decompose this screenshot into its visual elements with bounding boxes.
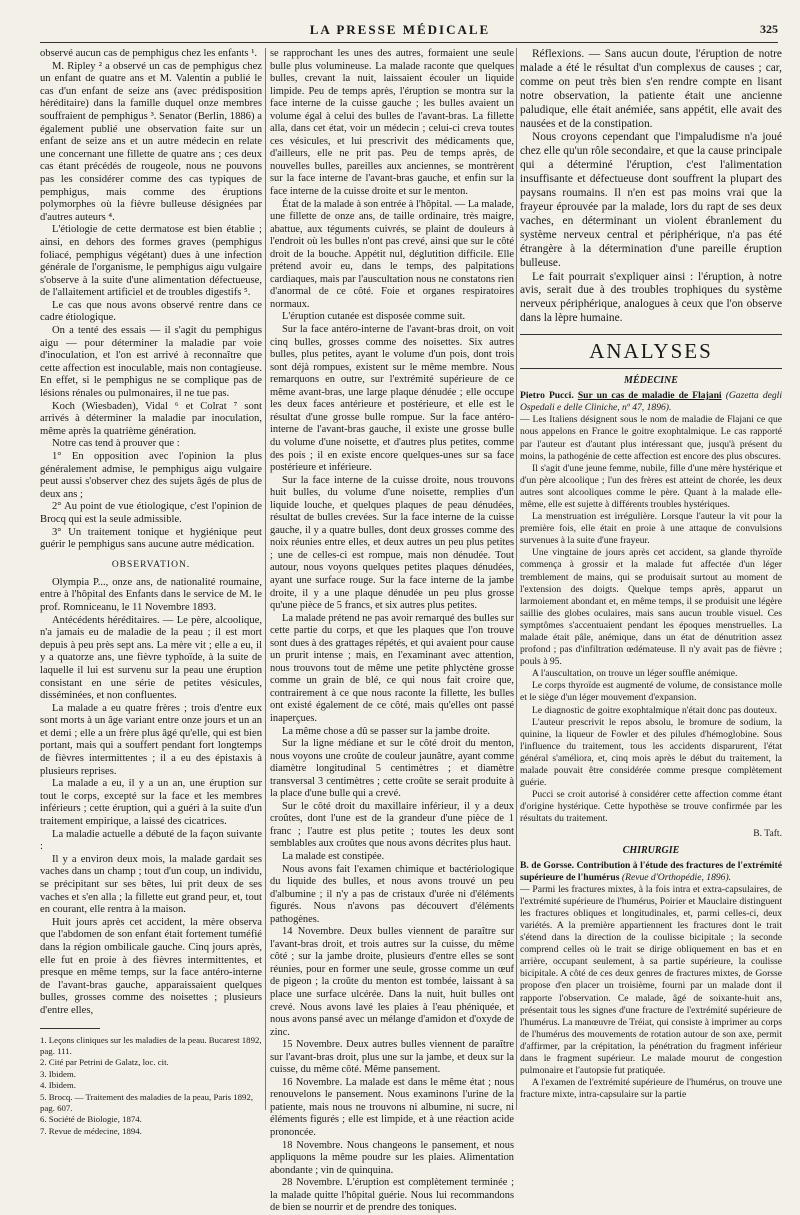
paragraph: Olympia P..., onze ans, de nationalité roumaine, entre à l'hôpital des Enfants dans le service de M. le prof. Romniceanu, le 11 Novembre 1893. bbox=[40, 576, 262, 613]
paragraph: observé aucun cas de pemphigus chez les enfants ¹. bbox=[40, 48, 258, 59]
column-middle-body bbox=[270, 48, 514, 1215]
analyses-heading: ANALYSES bbox=[520, 334, 782, 369]
paragraph: se rapprochant les unes des autres, formaient une seule bulle plus volumineuse. La malade raconte que quelques bulles, crevant la nuit, laissaient écouler un liquide limpide. Peu de temps après, l'éruption se montra sur la face interne de la cuisse gauche ; les bulles avaient un volume égal à celui des bulles de l'avant-bras. La fillette alla, dans cet état, voir un médecin ; celui-ci creva toutes ces vésicules, et lui prescrivit des médicaments que, d'ailleurs, elle ne prit pas. Peu de temps après, de nouvelles bulles, pareilles aux anciennes, se montrèrent sur la face interne de l'avant-bras gauche, et enfin sur la face interne de la cuisse droite et sur le menton. bbox=[270, 48, 514, 198]
paragraph: Sur la face antéro-interne de l'avant-bras droit, on voit cinq bulles, grosses comme des noisettes. Six autres bulles, plus petites, ayant le volume d'un pois, dont trois sont déjà rompues, existent sur le même membre. Nous remarquons en outre, sur l'extrémité supérieure de ce même avant-bras, une large plaque dénudée ; elle occupe les deux faces antérieure et postérieure, et elle est le résultat d'une grosse bulle rompue. Sur la face antéro-interne de l'avant-bras gauche, il existe une grosse bulle du volume d'une noisette, et d'autres plus petites, comme des pois ; il en existe encore quelques-unes sur sa face postérieure et inférieure. bbox=[270, 324, 514, 474]
chirurgie-ref: (Revue d'Orthopédie, 1896). bbox=[621, 871, 732, 883]
paragraph: Une vingtaine de jours après cet accident, sa glande thyroïde commença à grossir et la malade fut affectée d'un léger tremblement de mains, qui se produisait surtout au moment de l'extension des doigts. Quelque temps après, apparut un larmoiement abondant et, en même temps, il se produisit une légère saillie des globes oculaires, mais sans aucun trouble visuel. Ces symptômes s'accentuaient pendant les époques menstruelles. La malade était pâle, anémique, dans un état de dénutrition assez profond ; pas d'infiltration œdémateuse. Il n'y avait pas de fièvre ; pouls à 95. bbox=[520, 547, 782, 668]
footnote: 4. Ibidem. bbox=[40, 1080, 76, 1091]
paragraph: Il s'agit d'une jeune femme, nubile, fille d'une mère hystérique et d'un père alcoolique ; l'un des frères est atteint de chorée, les deux autres sont alcooliques comme le père. Quant à la malade elle-même, elle est sujette à différents troubles hystériques. bbox=[520, 462, 782, 510]
observation-heading: OBSERVATION. bbox=[111, 559, 191, 570]
paragraph: Réflexions. — Sans aucun doute, l'éruption de notre malade a été le résultat d'un complexus de causes ; car, comme on peut très bien s'en rendre compte en lisant notre observation, la patiente était une ancienne paludique, elle était anémiée, sans appétit, elle avait des nausées et de la constipation. bbox=[520, 48, 782, 130]
paragraph: La menstruation est irrégulière. Lorsque l'auteur la vit pour la première fois, elle était en proie à une attaque de convulsions survenues à la suite d'une frayeur. bbox=[520, 511, 782, 547]
observation-body bbox=[40, 577, 262, 1018]
footnote: 7. Revue de médecine, 1894. bbox=[40, 1125, 142, 1136]
paragraph: Le corps thyroïde est augmenté de volume, de consistance molle et le siège d'un léger mouvement d'expansion. bbox=[520, 680, 782, 704]
column-left-body bbox=[40, 48, 262, 552]
paragraph: La même chose a dû se passer sur la jambe droite. bbox=[282, 725, 491, 737]
column-divider-left bbox=[265, 48, 266, 1110]
column-middle bbox=[270, 48, 514, 1214]
paragraph: Le cas que nous avons observé rentre dans ce cadre étiologique. bbox=[40, 299, 262, 324]
paragraph: Pucci se croit autorisé à considérer cette affection comme étant d'origine hystérique. Cette hypothèse se trouve confirmée par les résultats du traitement. bbox=[520, 789, 782, 825]
paragraph: L'étiologie de cette dermatose est bien établie ; ainsi, en dehors des formes graves (pemphigus foliacé, pemphigus végétant) dues à une infection générale de l'organisme, le pemphigus aigu vulgaire s'observe à la suite d'une alimentation défectueuse, de l'allaitement artificiel et de troubles digestifs ⁵. bbox=[40, 224, 262, 299]
footnotes bbox=[40, 1035, 262, 1138]
paragraph: M. Ripley ² a observé un cas de pemphigus chez un enfant de quatre ans et M. Valentin a publié le cas d'un enfant de seize ans (avec prédisposition héréditaire) dans la famille duquel onze membres souffraient de pemphigus ³. Senator (Berlin, 1886) a également publié une observation faite sur un enfant de seize ans et un autre médecin en relate une concernant une fillette de quatre ans ; ces deux cas étant précédés de rougeole, nous ne pouvons pas les considérer comme des cas typiques de pemphigus, mais comme des éruptions polymorphes où la fièvre bulleuse désignées par d'autres auteurs ⁴. bbox=[40, 60, 262, 223]
paragraph: 3° Un traitement tonique et hygiénique peut guérir le pemphigus sans aucune autre médication. bbox=[40, 526, 262, 551]
paragraph: La malade a eu quatre frères ; trois d'entre eux sont morts à un âge variant entre onze jours et un an et demi ; elle a un frère plus âgé qu'elle, qui est bien portant, mais qui a souffert pendant fort longtemps de fièvres intermittentes ; il a eu des épistaxis à plusieurs reprises. bbox=[40, 702, 262, 777]
paragraph: Koch (Wiesbaden), Vidal ⁶ et Colrat ⁷ sont arrivés à déterminer la maladie par inoculation, même après la quatrième génération. bbox=[40, 400, 262, 437]
paragraph: A l'auscultation, on trouve un léger souffle anémique. bbox=[532, 668, 738, 680]
chirurgie-body bbox=[520, 884, 782, 1102]
column-divider-right bbox=[516, 48, 517, 1110]
journal-title: LA PRESSE MÉDICALE bbox=[309, 22, 491, 37]
reflexions-section bbox=[520, 48, 782, 326]
paragraph: Il y a environ deux mois, la malade gardait ses vaches dans un champ ; tout d'un coup, un individu, se précipitant sur ses bêtes, lui prit deux de ses vaches et s'en alla ; la fillette eut grand peur, et, tout en courant, elle rentra à la maison. bbox=[40, 853, 262, 916]
medecine-body bbox=[520, 414, 782, 825]
medecine-heading: MÉDECINE bbox=[624, 375, 678, 387]
medecine-signature: B. Taft. bbox=[753, 827, 782, 839]
running-header bbox=[0, 22, 800, 40]
paragraph: État de la malade à son entrée à l'hôpital. — La malade, une fillette de onze ans, de taille ordinaire, très maigre, abattue, aux téguments cuivrés, se plaint de douleurs à l'endroit où les bulles n'ont pas crevé, ainsi que sur le côté droit de la bouche. Appétit nul, déglutition difficile. Elle prétend avoir eu, dans le temps, des palpitations cardiaques, mais par l'auscultation nous ne constatons rien d'anormal de ce côté. Foie et organes respiratoires normaux. bbox=[270, 198, 514, 310]
paragraph: Notre cas tend à prouver que : bbox=[52, 438, 180, 450]
footnote: 1. Leçons cliniques sur les maladies de la peau. Bucarest 1892, pag. 111. bbox=[40, 1034, 262, 1056]
paragraph: — Parmi les fractures mixtes, à la fois intra et extra-capsulaires, de l'extrémité supérieure de l'humérus, Poirier et Mauclaire distinguent les fractures obliques et longitudinales, et, parmi celles-ci, deux variétés. A la première appartiennent les fractures dont le trait s'étend dans la direction de la coulisse bicipitale ; la seconde comprend celles où le trait se dirige obliquement en bas et en arrière, occupant seulement, à sa partie supérieure, la coulisse bicipitale. A côté de ces deux genres de fractures mixtes, de Gorsse propose d'en placer un troisième, fourni par un malade dont il rapporte l'observation. Ce malade, âgé de soixante-huit ans, présentait tous les signes d'une fracture de l'extrémité supérieure de l'humérus. La manœuvre de Tréiat, qui consiste à imprimer au corps de l'humérus des mouvements de rotation autour de son axe, permit d'affirmer, par la crépitation, la pénétration du fragment inférieur dans le fragment supérieur. Le malade mourut de congestion pulmonaire et l'autopsie fut pratiquée. bbox=[520, 883, 782, 1077]
paragraph: 1° En opposition avec l'opinion la plus généralement admise, le pemphigus aigu vulgaire peut aussi s'observer chez des sujets âgés de plus de deux ans ; bbox=[40, 451, 262, 500]
paragraph: Sur le côté droit du maxillaire inférieur, il y a deux croûtes, dont l'une est de la grandeur d'une pièce de 1 franc ; l'autre est plus petite ; toutes les deux sont semblables aux croûtes que nous avons décrites plus haut. bbox=[270, 800, 514, 850]
paragraph: L'éruption cutanée est disposée comme suit. bbox=[282, 311, 466, 323]
column-right bbox=[520, 48, 782, 1110]
paragraph: Le diagnostic de goitre exophtalmique n'était donc pas douteux. bbox=[532, 704, 777, 716]
footnote: 3. Ibidem. bbox=[40, 1068, 76, 1079]
chirurgie-title: Contribution à l'étude des fractures de l'extrémité supérieure de l'humérus bbox=[520, 859, 782, 883]
paragraph: Sur la face interne de la cuisse droite, nous trouvons huit bulles, du volume d'une noisette, remplies d'un liquide louche, et quelques plaques de peau dénudées, résultat de bulles crevées. Sur la face interne de la cuisse gauche, il y a quatre bulles, dont deux grosses comme des noix réunies entre elles, et deux autres un peu plus petites ; une de celles-ci est rompue, mais non dénudée. Tout autour, nous voyons quelques petites plaques dénudées, ayant une surface rouge. Sur la face interne de la jambe droite, il y a une plaque dénudée un peu plus grosse qu'une pièce de 5 francs, et six autres plus petites. bbox=[270, 474, 514, 612]
header-rule bbox=[40, 42, 778, 43]
medecine-article-head bbox=[520, 390, 782, 414]
footnote: 6. Société de Biologie, 1874. bbox=[40, 1114, 142, 1125]
paragraph: — Les Italiens désignent sous le nom de maladie de Flajani ce que nous appelons en France le goitre exophtalmique. Le cas rapporté par l'auteur est d'autant plus intéressant que, jusqu'à présent du moins, la pathogénie de cette affection est encore des plus obscures. bbox=[520, 414, 782, 462]
paragraph: 16 Novembre. La malade est dans le même état ; nous renouvelons le pansement. Nous examinons l'urine de la patiente, mais nous ne trouvons ni albumine, ni sucre, ni éléments figurés ; elle est limpide, et à une réaction acide prononcée. bbox=[270, 1076, 514, 1139]
medecine-title: Sur un cas de maladie de Flajani bbox=[577, 390, 722, 402]
paragraph: Nous avons fait l'examen chimique et bactériologique du liquide des bulles, et nous avons trouvé un peu d'albumine ; il n'y a pas de cristaux d'urée ni d'éléments figurés. Nous n'avons pas découvert d'éléments pathogènes. bbox=[270, 863, 514, 925]
column-left bbox=[40, 48, 262, 1136]
footnote-rule bbox=[40, 1028, 100, 1029]
paragraph: 15 Novembre. Deux autres bulles viennent de paraître sur l'avant-bras droit, plus une sur la jambe, et deux sur la cuisse, du même côté. Même pansement. bbox=[270, 1039, 514, 1076]
paragraph: A l'examen de l'extrémité supérieure de l'humérus, on trouve une fracture mixte, intra-capsulaire sur la partie bbox=[520, 1077, 782, 1101]
chirurgie-author: B. de Gorsse. bbox=[520, 859, 574, 871]
chirurgie-heading: CHIRURGIE bbox=[622, 844, 680, 856]
footnote: 2. Cité par Petrini de Galatz, loc. cit. bbox=[40, 1057, 169, 1068]
paragraph: Nous croyons cependant que l'impaludisme n'a joué chez elle qu'un rôle secondaire, et que la cause principale qui a déterminé l'éruption, c'est l'alimentation insuffisante et défectueuse dont souffrent la plupart des paysans roumains. Il n'en est pas moins vrai que la frayeur éprouvée par la malade, lors du rapt de ses deux vaches, en déterminant un violent ébranlement du système nerveux central et périphérique, n'a pas été étrangère à la détermination d'une pareille éruption bulleuse. bbox=[520, 131, 782, 269]
paragraph: Huit jours après cet accident, la mère observa que l'abdomen de son enfant était fortement tuméfié dans la région ombilicale gauche. Cinq jours après, elle fut en proie à des fièvres intermittentes, et presque en même temps, sur la face antéro-interne de l'avant-bras gauche, apparaissaient quelques bulles, grosses comme des noisettes ; plusieurs d'entre elles, bbox=[40, 916, 262, 1016]
paragraph: La malade a eu, il y a un an, une éruption sur tout le corps, excepté sur la face et les membres inférieurs ; cette éruption, qui a guéri à la suite d'un traitement empirique, a laissé des cicatrices. bbox=[40, 778, 262, 828]
paragraph: L'auteur prescrivit le repos absolu, le bromure de sodium, la quinine, la liqueur de Fowler et des pilules d'hémoglobine. Sous l'influence du traitement, tous les accidents disparurent, l'état général s'améliora, et, cinq mois après le début du traitement, la malade pouvait être considérée comme presque complètement guérie. bbox=[520, 716, 782, 789]
paragraph: 18 Novembre. Nous changeons le pansement, et nous appliquons la même poudre sur les plaies. Alimentation abondante ; vin de quinquina. bbox=[270, 1139, 514, 1176]
paragraph: Sur la ligne médiane et sur le côté droit du menton, nous voyons une croûte de couleur jaunâtre, ayant comme diamètre longitudinal 5 centimètres ; et diamètre transversal 3 centimètres ; cette croûte se serait produite à la place d'une bulle qui a crevé. bbox=[270, 738, 514, 800]
paragraph: La maladie actuelle a débuté de la façon suivante : bbox=[40, 828, 262, 853]
paragraph: La malade prétend ne pas avoir remarqué des bulles sur cette partie du corps, et que les plaques que l'on trouve sont dues à des grattages répétés, et qui avaient pour cause un prurit intense ; mais, en l'examinant avec attention, nous trouvons tout de même une petite phlyctène grosse comme un grain de blé, ce qui nous fait croire que, contrairement à ce que nous raconte la fillette, les bulles ont existé également de ce côté, mais qu'elles ont passé inaperçues. bbox=[270, 612, 514, 724]
paragraph: La malade est constipée. bbox=[282, 851, 385, 862]
paragraph: On a tenté des essais — il s'agit du pemphigus aigu — pour déterminer la maladie par voie d'inoculation, et l'on est arrivé à reconnaître que cette affection est inoculable, mais non contagieuse. En effet, si le pemphigus ne se complique pas de lésions rénales ou pulmonaires, il ne tue pas. bbox=[40, 325, 262, 400]
paragraph: 2° Au point de vue étiologique, c'est l'opinion de Brocq qui est la seule admissible. bbox=[40, 501, 262, 525]
paragraph: Antécédents héréditaires. — Le père, alcoolique, n'a jamais eu de maladie de la peau ; il est mort depuis à peu près sept ans. La mère vit ; elle a eu, il y a quatorze ans, une fièvre typhoïde, à la suite de laquelle il lui est survenu sur la peau une éruption consistant en une série de petites vésicules, disséminées, et non confluentes. bbox=[40, 614, 262, 702]
paragraph: Le fait pourrait s'expliquer ainsi : l'éruption, à notre avis, serait due à des troubles trophiques du système nerveux périphérique, analogues à ceux que l'on observe dans la lèpre humaine. bbox=[520, 270, 782, 325]
medecine-ref: (Gazetta degli Ospedali e delle Cliniche, nº 47, 1896). bbox=[520, 390, 782, 414]
paragraph: 14 Novembre. Deux bulles viennent de paraître sur l'avant-bras droit, et trois autres sur la cuisse, du même côté ; sur la jambe droite, plusieurs d'entre elles se sont réunies, pour en former une seule, grosse comme un œuf de pigeon ; la croûte du menton est tombée, laissant à sa place une surface ulcérée. Dans la nuit, huit bulles ont crevé. Nous avons lavé les plaies à l'eau phéniquée, et nous avons pansé avec un mélange d'amidon et d'oxyde de zinc. bbox=[270, 926, 514, 1038]
medecine-author: Pietro Pucci. bbox=[520, 390, 574, 402]
footnote: 5. Brocq. — Traitement des maladies de la peau, Paris 1892, pag. 607. bbox=[40, 1091, 254, 1113]
page-number: 325 bbox=[760, 22, 778, 36]
paragraph: 28 Novembre. L'éruption est complètement terminée ; la malade quitte l'hôpital guérie. Nous lui recommandons de bien se nourrir et de prendre des toniques. bbox=[270, 1177, 514, 1214]
chirurgie-article-head bbox=[520, 860, 782, 884]
